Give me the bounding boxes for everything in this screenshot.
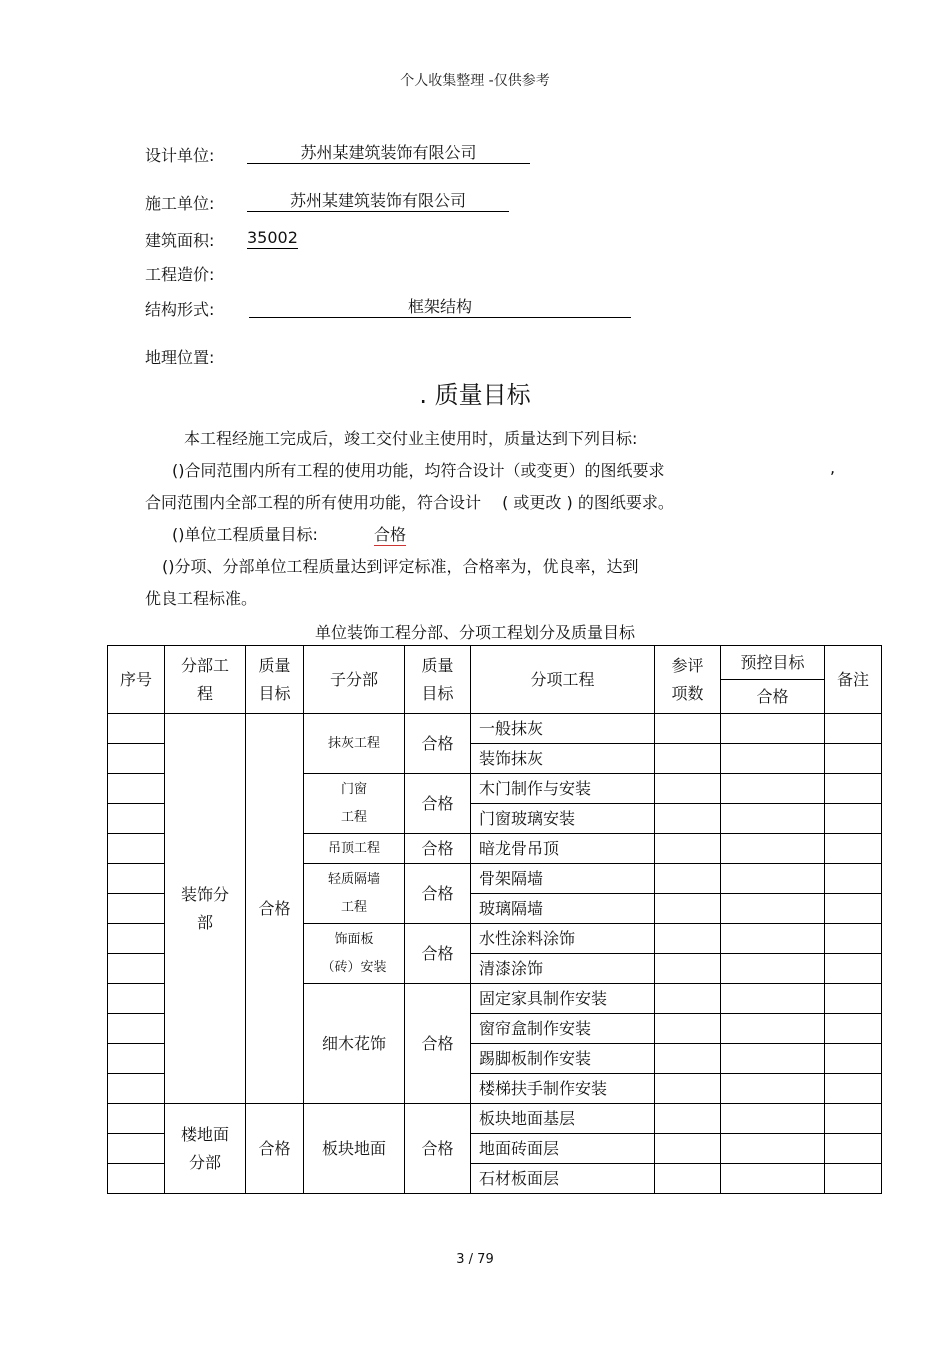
construction-unit-label: 施工单位: (145, 194, 215, 213)
subdivision-cell: 轻质隔墙 工程 (304, 864, 405, 924)
remark-cell (825, 1164, 882, 1194)
pre-target-cell (721, 1134, 825, 1164)
seq-cell (108, 1134, 165, 1164)
subdivision-cell: 抹灰工程 (304, 714, 405, 774)
seq-cell (108, 1074, 165, 1104)
item-cell: 木门制作与安装 (471, 774, 655, 804)
remark-cell (825, 984, 882, 1014)
item-cell: 窗帘盒制作安装 (471, 1014, 655, 1044)
page-header: 个人收集整理 -仅供参考 (400, 73, 550, 89)
pre-target-cell (721, 864, 825, 894)
item-cell: 踢脚板制作安装 (471, 1044, 655, 1074)
design-unit-value: 苏州某建筑装饰有限公司 (247, 143, 530, 164)
structure-label: 结构形式: (145, 300, 215, 319)
division-quality-cell: 合格 (246, 1104, 304, 1194)
remark-cell (825, 954, 882, 984)
pre-target-cell (721, 1044, 825, 1074)
remark-cell (825, 744, 882, 774)
subdivision-quality-cell: 合格 (405, 714, 471, 774)
seq-cell (108, 954, 165, 984)
item3-text: ()分项、分部单位工程质量达到评定标准，合格率为，优良率，达到 (162, 557, 639, 576)
quality-target-table (107, 645, 882, 1194)
header-item: 分项工程 (471, 646, 655, 714)
remark-cell (825, 714, 882, 744)
item1-continued: 合同范围内全部工程的所有使用功能，符合设计 ( 或更改 ) 的图纸要求。 (145, 493, 674, 512)
pre-target-cell (721, 774, 825, 804)
header-subdivision: 子分部 (304, 646, 405, 714)
eval-count-cell (655, 954, 721, 984)
subdivision-cell: 吊顶工程 (304, 834, 405, 864)
item2-value: 合格 (374, 522, 406, 546)
remark-cell (825, 924, 882, 954)
area-value: 35002 (247, 228, 298, 247)
seq-cell (108, 834, 165, 864)
remark-cell (825, 1074, 882, 1104)
eval-count-cell (655, 1164, 721, 1194)
division-cell: 楼地面 分部 (165, 1104, 246, 1194)
pre-target-cell (721, 1164, 825, 1194)
eval-count-cell (655, 774, 721, 804)
seq-cell (108, 924, 165, 954)
eval-count-cell (655, 984, 721, 1014)
table-row (108, 714, 882, 744)
subdivision-quality-cell: 合格 (405, 924, 471, 984)
pre-target-cell (721, 1104, 825, 1134)
seq-cell (108, 894, 165, 924)
area-label: 建筑面积: (145, 231, 215, 250)
pre-target-cell (721, 954, 825, 984)
seq-cell (108, 1164, 165, 1194)
pre-target-cell (721, 1014, 825, 1044)
item-cell: 一般抹灰 (471, 714, 655, 744)
remark-cell (825, 834, 882, 864)
eval-count-cell (655, 1044, 721, 1074)
table-title: 单位装饰工程分部、分项工程划分及质量目标 (314, 623, 635, 642)
design-unit-label: 设计单位: (145, 146, 215, 165)
pre-target-cell (721, 804, 825, 834)
eval-count-cell (655, 924, 721, 954)
subdivision-cell: 细木花饰 (304, 984, 405, 1104)
seq-cell (108, 984, 165, 1014)
item2-text: ()单位工程质量目标: (172, 525, 318, 544)
item-cell: 板块地面基层 (471, 1104, 655, 1134)
item-cell: 装饰抹灰 (471, 744, 655, 774)
remark-cell (825, 804, 882, 834)
structure-value: 框架结构 (249, 297, 631, 318)
seq-cell (108, 714, 165, 744)
item-cell: 水性涂料涂饰 (471, 924, 655, 954)
eval-count-cell (655, 804, 721, 834)
construction-unit-value: 苏州某建筑装饰有限公司 (247, 191, 509, 212)
seq-cell (108, 774, 165, 804)
subdivision-quality-cell: 合格 (405, 1104, 471, 1194)
eval-count-cell (655, 1134, 721, 1164)
seq-cell (108, 1104, 165, 1134)
item-cell: 固定家具制作安装 (471, 984, 655, 1014)
pre-target-cell (721, 834, 825, 864)
seq-cell (108, 1014, 165, 1044)
eval-count-cell (655, 834, 721, 864)
eval-count-cell (655, 864, 721, 894)
cost-label: 工程造价: (145, 265, 215, 284)
remark-cell (825, 1104, 882, 1134)
pre-target-cell (721, 1074, 825, 1104)
remark-cell (825, 894, 882, 924)
division-quality-cell: 合格 (246, 714, 304, 1104)
item1-text: ()合同范围内所有工程的使用功能，均符合设计（或变更）的图纸要求 (172, 461, 665, 480)
subdivision-quality-cell: 合格 (405, 864, 471, 924)
eval-count-cell (655, 894, 721, 924)
pre-target-cell (721, 894, 825, 924)
item-cell: 暗龙骨吊顶 (471, 834, 655, 864)
header-division: 分部工 程 (165, 646, 246, 714)
seq-cell (108, 1044, 165, 1074)
header-seq: 序号 (108, 646, 165, 714)
header-quality-target: 质量 目标 (246, 646, 304, 714)
item-cell: 石材板面层 (471, 1164, 655, 1194)
item-cell: 门窗玻璃安装 (471, 804, 655, 834)
subdivision-cell: 板块地面 (304, 1104, 405, 1194)
item-cell: 楼梯扶手制作安装 (471, 1074, 655, 1104)
pre-target-cell (721, 984, 825, 1014)
eval-count-cell (655, 1074, 721, 1104)
subdivision-quality-cell: 合格 (405, 774, 471, 834)
remark-cell (825, 1014, 882, 1044)
eval-count-cell (655, 1014, 721, 1044)
remark-cell (825, 774, 882, 804)
pre-target-cell (721, 714, 825, 744)
item-cell: 玻璃隔墙 (471, 894, 655, 924)
subdivision-quality-cell: 合格 (405, 834, 471, 864)
header-pre-target: 预控目标 (721, 646, 825, 680)
item-cell: 清漆涂饰 (471, 954, 655, 984)
subdivision-cell: 门窗 工程 (304, 774, 405, 834)
page-number: 3 / 79 (456, 1252, 494, 1267)
item3-continued: 优良工程标准。 (145, 589, 258, 608)
seq-cell (108, 864, 165, 894)
section-title: . 质量目标 (419, 381, 531, 409)
remark-cell (825, 864, 882, 894)
eval-count-cell (655, 744, 721, 774)
intro-paragraph: 本工程经施工完成后，竣工交付业主使用时，质量达到下列目标: (184, 429, 638, 448)
subdivision-quality-cell: 合格 (405, 984, 471, 1104)
division-cell: 装饰分 部 (165, 714, 246, 1104)
item-cell: 骨架隔墙 (471, 864, 655, 894)
header-quality-target-2: 质量 目标 (405, 646, 471, 714)
remark-cell (825, 1044, 882, 1074)
eval-count-cell (655, 1104, 721, 1134)
seq-cell (108, 744, 165, 774)
seq-cell (108, 804, 165, 834)
table-row (108, 1104, 882, 1134)
item1-comma: , (830, 458, 836, 477)
header-pre-target-sub: 合格 (721, 680, 825, 714)
pre-target-cell (721, 924, 825, 954)
item-cell: 地面砖面层 (471, 1134, 655, 1164)
header-remark: 备注 (825, 646, 882, 714)
subdivision-cell: 饰面板 （砖）安装 (304, 924, 405, 984)
remark-cell (825, 1134, 882, 1164)
eval-count-cell (655, 714, 721, 744)
location-label: 地理位置: (145, 348, 215, 367)
pre-target-cell (721, 744, 825, 774)
header-eval-count: 参评 项数 (655, 646, 721, 714)
